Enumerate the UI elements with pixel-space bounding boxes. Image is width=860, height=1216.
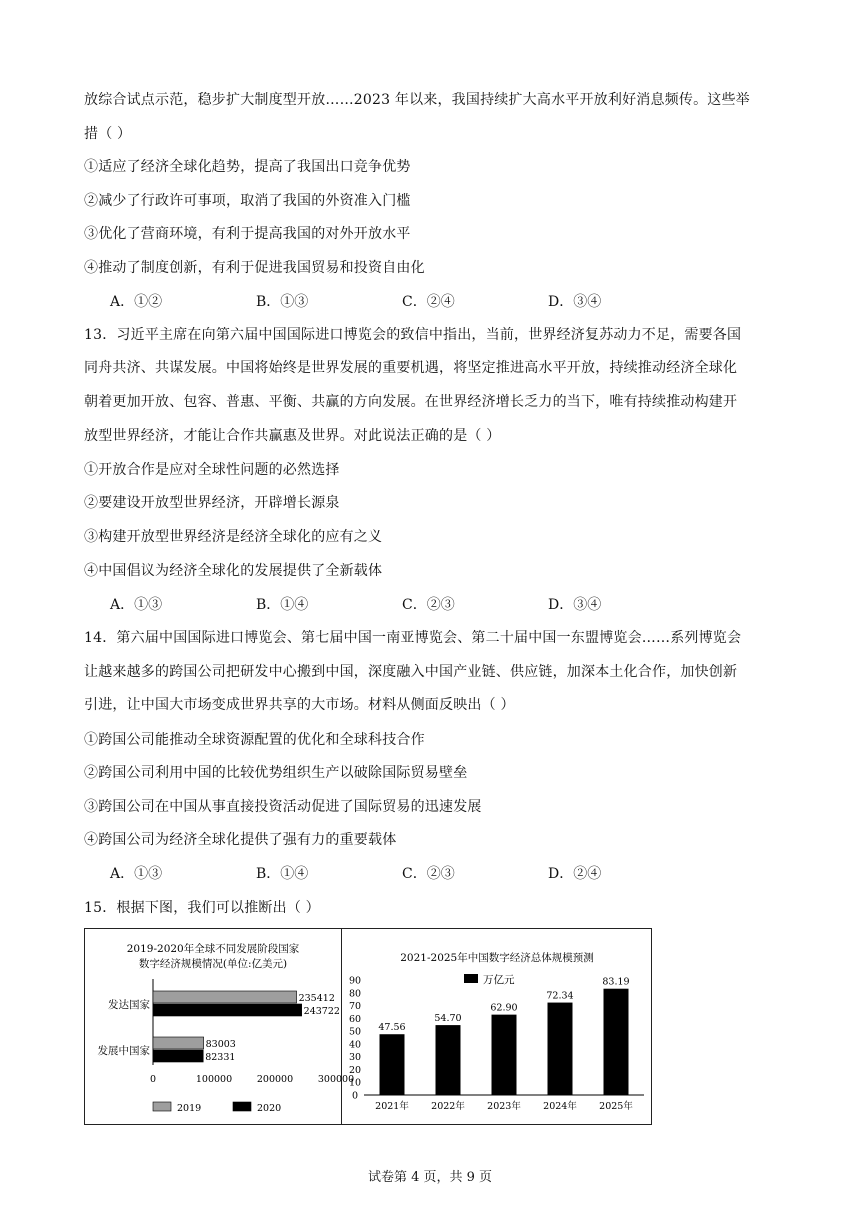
option-statement: ④跨国公司为经济全球化提供了强有力的重要载体 xyxy=(84,832,397,848)
bar-2020 xyxy=(153,1050,203,1062)
choice-a[interactable]: A．①③ xyxy=(110,866,163,882)
value-label: 235412 xyxy=(298,993,335,1004)
option-statement: ③跨国公司在中国从事直接投资活动促进了国际贸易的迅速发展 xyxy=(84,799,482,815)
value-label: 47.56 xyxy=(378,1022,406,1034)
y-tick-label: 60 xyxy=(348,1013,362,1025)
figure-panel xyxy=(84,928,652,1125)
text-line: 放综合试点示范，稳步扩大制度型开放……2023 年以来，我国持续扩大高水平开放利好消息频传。这些举 xyxy=(84,92,750,108)
y-tick-label: 10 xyxy=(348,1077,362,1089)
bar-2019 xyxy=(153,1037,204,1049)
option-statement: ④中国倡议为经济全球化的发展提供了全新载体 xyxy=(84,563,383,579)
choice-b[interactable]: B．①④ xyxy=(256,597,309,613)
choice-c[interactable]: C．②④ xyxy=(402,294,455,310)
bar-2020 xyxy=(153,1004,302,1016)
text-line: 引进，让中国大市场变成世界共享的大市场。材料从侧面反映出（ ） xyxy=(84,697,515,713)
value-label: 83.19 xyxy=(602,976,630,988)
y-tick-label: 80 xyxy=(348,988,362,1000)
answer-choices-q12 xyxy=(110,292,694,312)
bar xyxy=(604,989,629,1095)
option-statement: ①开放合作是应对全球性问题的必然选择 xyxy=(84,462,340,478)
answer-choices-q13 xyxy=(110,595,694,615)
choice-a[interactable]: A．①③ xyxy=(110,597,163,613)
y-tick-label: 20 xyxy=(348,1064,362,1076)
choice-c[interactable]: C．②③ xyxy=(402,866,455,882)
question-15: 15．根据下图，我们可以推断出（ ） xyxy=(84,900,320,916)
option-statement: ④推动了制度创新，有利于促进我国贸易和投资自由化 xyxy=(84,260,425,276)
page-footer: 试卷第 4 页，共 9 页 xyxy=(367,1170,493,1185)
x-tick-label: 2023年 xyxy=(487,1101,521,1112)
text-line: 朝着更加开放、包容、普惠、平衡、共赢的方向发展。在世界经济增长乏力的当下，唯有持续推动构建开 xyxy=(84,394,738,410)
bar xyxy=(548,1003,573,1095)
choice-d[interactable]: D．②④ xyxy=(548,866,602,882)
choice-b[interactable]: B．①③ xyxy=(256,294,309,310)
chart-title: 2019-2020年全球不同发展阶段国家 xyxy=(126,943,300,955)
x-tick-label: 200000 xyxy=(256,1074,294,1085)
option-statement: ③优化了营商环境，有利于提高我国的对外开放水平 xyxy=(84,226,411,242)
x-tick-label: 300000 xyxy=(317,1074,355,1085)
y-tick-label: 40 xyxy=(348,1039,362,1051)
option-statement: ①适应了经济全球化趋势，提高了我国出口竞争优势 xyxy=(84,159,411,175)
text-line: 放型世界经济，才能让合作共赢惠及世界。对此说法正确的是（ ） xyxy=(84,428,501,444)
option-statement: ②减少了行政许可事项，取消了我国的外资准入门槛 xyxy=(84,193,411,209)
x-tick-label: 0 xyxy=(149,1074,157,1085)
y-tick-label: 50 xyxy=(348,1026,362,1038)
bar xyxy=(380,1034,405,1095)
value-label: 72.34 xyxy=(546,990,574,1002)
y-tick-label: 0 xyxy=(351,1090,359,1102)
legend-swatch xyxy=(464,974,478,983)
chart-title: 2021-2025年中国数字经济总体规模预测 xyxy=(400,952,594,964)
x-tick-label: 100000 xyxy=(195,1074,233,1085)
answer-choices-q14 xyxy=(110,864,694,884)
china-digital-economy-forecast-chart xyxy=(342,929,652,1124)
x-tick-label: 2022年 xyxy=(431,1101,465,1112)
x-tick-label: 2024年 xyxy=(543,1101,577,1112)
value-label: 54.70 xyxy=(434,1013,462,1025)
question-13: 13．习近平主席在向第六届中国国际进口博览会的致信中指出，当前，世界经济复苏动力不足，需要各国 xyxy=(84,327,742,343)
choice-b[interactable]: B．①④ xyxy=(256,866,309,882)
x-tick-label: 2021年 xyxy=(375,1101,409,1112)
x-tick-label: 2025年 xyxy=(599,1101,633,1112)
option-statement: ③构建开放型世界经济是经济全球化的应有之义 xyxy=(84,529,383,545)
legend-swatch xyxy=(153,1102,171,1111)
question-14: 14．第六届中国国际进口博览会、第七届中国一南亚博览会、第二十届中国一东盟博览会……系列博览会 xyxy=(84,630,742,646)
category-label: 发达国家 xyxy=(108,999,150,1011)
y-tick-label: 90 xyxy=(348,975,362,987)
y-tick-label: 70 xyxy=(348,1001,362,1013)
legend-label: 2019 xyxy=(177,1103,202,1114)
y-tick-label: 30 xyxy=(348,1052,362,1064)
option-statement: ①跨国公司能推动全球资源配置的优化和全球科技合作 xyxy=(84,732,425,748)
option-statement: ②要建设开放型世界经济，开辟增长源泉 xyxy=(84,495,340,511)
choice-c[interactable]: C．②③ xyxy=(402,597,455,613)
text-line: 让越来越多的跨国公司把研发中心搬到中国，深度融入中国产业链、供应链，加深本土化合作，加快创新 xyxy=(84,664,738,680)
bar xyxy=(492,1015,517,1095)
choice-d[interactable]: D．③④ xyxy=(548,294,602,310)
category-label: 发展中国家 xyxy=(97,1045,150,1057)
bar-2019 xyxy=(153,991,297,1003)
value-label: 82331 xyxy=(205,1052,236,1063)
option-statement: ②跨国公司利用中国的比较优势组织生产以破除国际贸易壁垒 xyxy=(84,765,468,781)
legend-swatch xyxy=(233,1102,251,1111)
legend-label: 万亿元 xyxy=(483,974,515,986)
text-line: 同舟共济、共谋发展。中国将始终是世界发展的重要机遇，将坚定推进高水平开放，持续推动经济全球化 xyxy=(84,360,738,376)
value-label: 83003 xyxy=(205,1039,236,1050)
text-line: 措（ ） xyxy=(84,126,132,142)
chart-subtitle: 数字经济规模情况(单位:亿美元) xyxy=(138,958,288,970)
value-label: 62.90 xyxy=(490,1002,518,1014)
value-label: 243722 xyxy=(303,1006,340,1017)
legend-label: 2020 xyxy=(257,1103,282,1114)
choice-d[interactable]: D．③④ xyxy=(548,597,602,613)
bar xyxy=(436,1025,461,1095)
choice-a[interactable]: A．①② xyxy=(110,294,163,310)
